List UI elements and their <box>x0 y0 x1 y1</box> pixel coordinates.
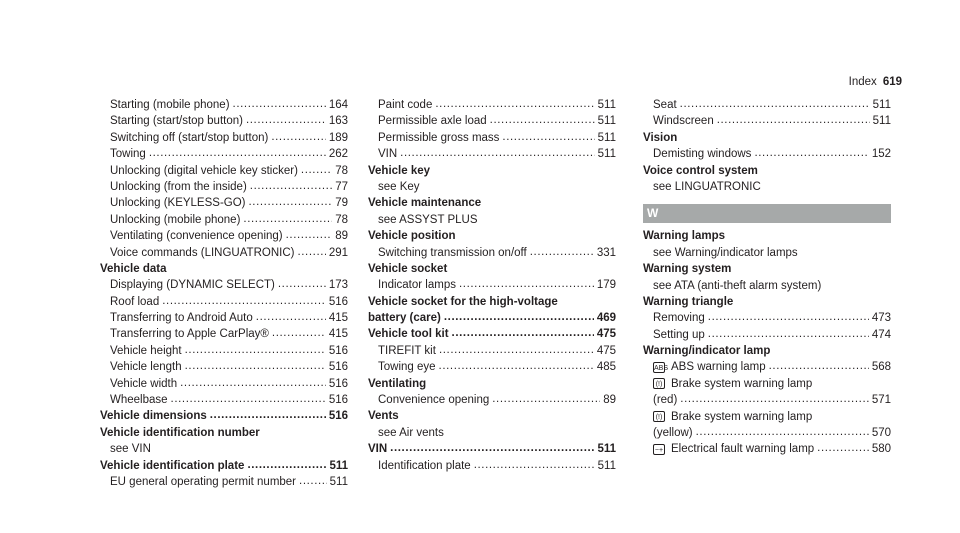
entry-label: Vehicle tool kit <box>368 328 449 341</box>
entry-text <box>378 113 487 129</box>
entry-text <box>110 294 159 310</box>
entry-label: Warning system <box>643 263 732 276</box>
dot-leader <box>210 408 326 424</box>
page-number: 619 <box>882 76 902 88</box>
page-reference: 77 <box>335 180 348 193</box>
index-subentry <box>643 310 891 326</box>
entry-text <box>643 163 758 179</box>
entry-text <box>378 392 489 408</box>
dot-leader <box>272 326 326 342</box>
entry-label: Permissible gross mass <box>378 131 500 144</box>
entry-text <box>378 359 436 375</box>
entry-label: Voice commands (LINGUATRONIC) <box>110 246 295 259</box>
page-reference: 516 <box>328 394 348 407</box>
dot-leader <box>233 97 326 113</box>
entry-text <box>100 408 207 424</box>
page-reference: 475 <box>596 328 616 341</box>
entry-label: Warning/indicator lamp <box>643 345 771 358</box>
index-subentry <box>100 277 348 293</box>
dot-leader <box>247 458 326 474</box>
entry-label: Indicator lamps <box>378 279 456 292</box>
page-reference: 511 <box>597 148 616 161</box>
entry-label: see VIN <box>110 443 151 456</box>
page-reference: 511 <box>329 459 348 472</box>
entry-text <box>378 277 456 293</box>
entry-text <box>378 343 436 359</box>
page-reference: 189 <box>328 131 348 144</box>
index-subentry <box>100 195 348 211</box>
index-heading <box>643 163 891 179</box>
entry-label: Voice control system <box>643 164 758 177</box>
entry-text <box>653 310 705 326</box>
dot-leader <box>171 392 326 408</box>
entry-text <box>643 294 733 310</box>
index-subentry <box>643 359 891 375</box>
entry-text <box>378 425 444 441</box>
index-heading <box>368 326 616 342</box>
page-reference: 89 <box>603 394 616 407</box>
index-heading <box>368 294 616 310</box>
index-heading <box>100 458 348 474</box>
index-heading <box>643 294 891 310</box>
index-subentry <box>368 359 616 375</box>
entry-text <box>368 408 399 424</box>
entry-label: Vehicle width <box>110 377 178 390</box>
entry-text <box>653 425 693 441</box>
page-reference: 331 <box>596 246 616 259</box>
abs-icon: ABS <box>653 362 665 373</box>
entry-text <box>378 130 499 146</box>
index-subentry <box>100 97 348 113</box>
entry-label: see ASSYST PLUS <box>378 213 478 226</box>
entry-text <box>378 179 420 195</box>
index-subentry <box>643 425 891 441</box>
brake-warning-icon: (!) <box>653 378 665 389</box>
entry-text <box>110 277 275 293</box>
dot-leader <box>439 343 594 359</box>
index-subentry <box>100 163 348 179</box>
entry-label: Warning lamps <box>643 230 725 243</box>
index-subentry <box>100 310 348 326</box>
index-heading <box>368 228 616 244</box>
entry-text <box>378 458 471 474</box>
entry-text <box>110 376 177 392</box>
dot-leader <box>680 97 870 113</box>
entry-label: see Warning/indicator lamps <box>653 246 798 259</box>
entry-text <box>110 97 230 113</box>
entry-label: Vehicle identification plate <box>100 459 245 472</box>
entry-label: Identification plate <box>378 459 471 472</box>
entry-text <box>110 310 253 326</box>
page-reference: 262 <box>328 148 348 161</box>
index-heading <box>368 376 616 392</box>
entry-label: Vehicle maintenance <box>368 197 482 210</box>
index-heading <box>368 408 616 424</box>
dot-leader <box>754 146 868 162</box>
entry-text <box>110 228 283 244</box>
dot-leader <box>490 113 595 129</box>
dot-leader <box>185 359 326 375</box>
page-reference: 571 <box>871 394 891 407</box>
dot-leader <box>249 195 333 211</box>
dot-leader <box>256 310 326 326</box>
page-reference: 511 <box>872 115 891 128</box>
entry-label: Vehicle data <box>100 262 167 275</box>
entry-text <box>643 261 731 277</box>
dot-leader <box>301 163 332 179</box>
dot-leader <box>459 277 594 293</box>
index-heading <box>643 261 891 277</box>
entry-text <box>110 326 269 342</box>
page-reference: 291 <box>328 246 348 259</box>
entry-label: Removing <box>653 312 705 325</box>
entry-label: Vehicle length <box>110 361 182 374</box>
entry-text <box>653 327 705 343</box>
index-column-2 <box>368 97 616 474</box>
entry-text <box>643 130 677 146</box>
index-subentry <box>100 343 348 359</box>
index-heading <box>100 261 348 277</box>
dot-leader <box>452 326 594 342</box>
dot-leader <box>444 310 594 326</box>
page-reference: 164 <box>328 98 348 111</box>
dot-leader <box>185 343 326 359</box>
index-column-3 <box>643 97 891 458</box>
index-heading <box>643 130 891 146</box>
entry-text <box>368 310 441 326</box>
entry-text <box>653 179 761 195</box>
page-reference: 179 <box>596 279 616 292</box>
entry-label: Unlocking (from the inside) <box>110 180 247 193</box>
entry-text <box>368 326 449 342</box>
index-subentry <box>643 179 891 195</box>
entry-label: VIN <box>368 443 388 456</box>
entry-text <box>653 392 677 408</box>
entry-text <box>653 441 814 457</box>
index-subentry <box>368 179 616 195</box>
index-subentry <box>368 113 616 129</box>
index-subentry <box>100 179 348 195</box>
index-subentry <box>368 97 616 113</box>
entry-label: Transferring to Apple CarPlay® <box>110 328 269 341</box>
index-subentry <box>368 130 616 146</box>
entry-label: Vehicle height <box>110 344 182 357</box>
entry-label: ABS warning lamp <box>671 361 766 374</box>
entry-label: Seat <box>653 98 677 111</box>
index-heading <box>643 228 891 244</box>
entry-label: Vehicle socket <box>368 262 448 275</box>
page-reference: 570 <box>871 427 891 440</box>
entry-text <box>368 195 481 211</box>
entry-text <box>368 261 447 277</box>
entry-label: see LINGUATRONIC <box>653 180 761 193</box>
entry-label: TIREFIT kit <box>378 344 436 357</box>
page-reference: 511 <box>597 98 616 111</box>
index-subentry <box>368 458 616 474</box>
entry-label: battery (care) <box>368 312 441 325</box>
dot-leader <box>149 146 326 162</box>
index-subentry <box>643 327 891 343</box>
entry-text <box>378 212 478 228</box>
entry-label: Vehicle identification number <box>100 426 260 439</box>
index-subentry <box>643 278 891 294</box>
entry-label: Windscreen <box>653 115 714 128</box>
entry-label: Roof load <box>110 295 160 308</box>
index-subentry <box>368 277 616 293</box>
page-reference: 516 <box>328 295 348 308</box>
index-subentry <box>100 146 348 162</box>
page-reference: 485 <box>596 361 616 374</box>
index-subentry <box>368 245 616 261</box>
entry-text <box>110 113 243 129</box>
dot-leader <box>439 359 594 375</box>
index-heading <box>368 195 616 211</box>
dot-leader <box>162 294 326 310</box>
battery-icon: −+ <box>653 444 665 455</box>
entry-label: Displaying (DYNAMIC SELECT) <box>110 279 275 292</box>
page-reference: 568 <box>871 361 891 374</box>
index-heading <box>100 425 348 441</box>
entry-label: Demisting windows <box>653 148 752 161</box>
index-subentry <box>643 409 891 425</box>
dot-leader <box>817 441 869 457</box>
entry-text <box>643 228 725 244</box>
page-reference: 79 <box>335 197 348 210</box>
entry-label: Ventilating (convenience opening) <box>110 230 283 243</box>
entry-label: see ATA (anti-theft alarm system) <box>653 279 822 292</box>
dot-leader <box>271 130 326 146</box>
entry-text <box>110 146 146 162</box>
entry-text <box>110 212 240 228</box>
entry-text <box>368 441 387 457</box>
entry-label: Starting (start/stop button) <box>110 115 243 128</box>
dot-leader <box>286 228 333 244</box>
entry-text <box>110 195 246 211</box>
dot-leader <box>708 310 869 326</box>
entry-text <box>653 409 812 425</box>
entry-text <box>368 376 426 392</box>
dot-leader <box>278 277 326 293</box>
index-heading <box>368 163 616 179</box>
entry-text <box>368 294 558 310</box>
entry-label: Starting (mobile phone) <box>110 98 230 111</box>
page-reference: 580 <box>871 443 891 456</box>
header-title: Index <box>848 76 877 88</box>
index-subentry <box>100 359 348 375</box>
entry-label: Vision <box>643 131 678 144</box>
index-subentry <box>643 392 891 408</box>
index-subentry <box>100 392 348 408</box>
entry-label: Setting up <box>653 328 705 341</box>
index-heading <box>368 441 616 457</box>
index-subentry <box>643 97 891 113</box>
entry-text <box>110 130 268 146</box>
entry-text <box>110 163 298 179</box>
index-subentry <box>368 343 616 359</box>
page-reference: 474 <box>871 328 891 341</box>
index-heading <box>100 408 348 424</box>
dot-leader <box>717 113 870 129</box>
index-subentry <box>643 376 891 392</box>
entry-label: Unlocking (mobile phone) <box>110 213 241 226</box>
index-subentry <box>100 130 348 146</box>
entry-label: VIN <box>378 148 398 161</box>
entry-text <box>653 146 751 162</box>
index-subentry <box>643 245 891 261</box>
dot-leader <box>246 113 326 129</box>
index-subentry <box>368 146 616 162</box>
dot-leader <box>400 146 594 162</box>
entry-label: see Air vents <box>378 426 444 439</box>
index-subentry <box>643 113 891 129</box>
entry-text <box>100 458 244 474</box>
page-reference: 511 <box>329 475 348 488</box>
dot-leader <box>530 245 594 261</box>
entry-label: Vehicle dimensions <box>100 410 207 423</box>
index-heading <box>643 343 891 359</box>
entry-text <box>100 261 166 277</box>
entry-label: Vehicle key <box>368 164 431 177</box>
page-reference: 78 <box>335 164 348 177</box>
entry-text <box>378 245 527 261</box>
dot-leader <box>299 474 327 490</box>
dot-leader <box>180 376 326 392</box>
entry-text <box>378 97 432 113</box>
entry-text <box>110 474 296 490</box>
entry-label: Transferring to Android Auto <box>110 312 253 325</box>
entry-label: EU general operating permit number <box>110 475 297 488</box>
page-reference: 475 <box>596 344 616 357</box>
entry-text <box>110 343 182 359</box>
entry-label: Switching off (start/stop button) <box>110 131 269 144</box>
entry-label: Switching transmission on/off <box>378 246 527 259</box>
index-subentry <box>100 294 348 310</box>
entry-label: Warning triangle <box>643 295 734 308</box>
page-reference: 473 <box>871 312 891 325</box>
entry-label: see Key <box>378 180 420 193</box>
page-reference: 516 <box>328 344 348 357</box>
index-heading <box>368 310 616 326</box>
page-reference: 516 <box>328 361 348 374</box>
index-subentry <box>643 441 891 457</box>
brake-warning-icon: (!) <box>653 411 665 422</box>
dot-leader <box>297 245 325 261</box>
entry-label: Towing <box>110 148 146 161</box>
dot-leader <box>243 212 332 228</box>
entry-label: (yellow) <box>653 427 693 440</box>
index-subentry <box>100 212 348 228</box>
entry-label: Paint code <box>378 98 433 111</box>
entry-text <box>368 228 456 244</box>
index-subentry <box>643 146 891 162</box>
index-heading <box>368 261 616 277</box>
entry-text <box>653 359 766 375</box>
page-reference: 516 <box>328 377 348 390</box>
dot-leader <box>708 327 869 343</box>
page-header <box>849 76 902 88</box>
page-reference: 511 <box>597 131 616 144</box>
page-reference: 163 <box>328 115 348 128</box>
dot-leader <box>435 97 594 113</box>
entry-label: Convenience opening <box>378 394 490 407</box>
entry-label: Unlocking (KEYLESS-GO) <box>110 197 246 210</box>
dot-leader <box>492 392 600 408</box>
entry-text <box>653 278 821 294</box>
dot-leader <box>250 179 332 195</box>
page-reference: 511 <box>597 115 616 128</box>
section-letter-banner: W <box>643 204 891 223</box>
index-subentry <box>100 376 348 392</box>
entry-label: Vents <box>368 410 399 423</box>
entry-label: Permissible axle load <box>378 115 487 128</box>
entry-text <box>653 113 714 129</box>
entry-text <box>110 441 151 457</box>
entry-label: Brake system warning lamp <box>671 377 813 390</box>
entry-text <box>100 425 260 441</box>
index-subentry <box>100 228 348 244</box>
dot-leader <box>769 359 869 375</box>
page-reference: 415 <box>328 312 348 325</box>
entry-label: Ventilating <box>368 377 427 390</box>
index-column-1 <box>100 97 348 490</box>
entry-label: Wheelbase <box>110 394 168 407</box>
page-reference: 89 <box>335 230 348 243</box>
page-reference: 78 <box>335 213 348 226</box>
index-subentry <box>100 474 348 490</box>
index-subentry <box>100 326 348 342</box>
entry-text <box>110 359 182 375</box>
dot-leader <box>502 130 594 146</box>
entry-label: Towing eye <box>378 361 436 374</box>
entry-label: Brake system warning lamp <box>671 410 813 423</box>
page-reference: 511 <box>597 459 616 472</box>
entry-text <box>110 245 294 261</box>
page-reference: 415 <box>328 328 348 341</box>
page-reference: 511 <box>597 443 616 456</box>
index-subentry <box>100 113 348 129</box>
index-subentry <box>100 245 348 261</box>
entry-text <box>378 146 397 162</box>
page-reference: 173 <box>328 279 348 292</box>
entry-label: (red) <box>653 394 678 407</box>
page-reference: 511 <box>872 98 891 111</box>
index-subentry <box>368 212 616 228</box>
page-reference: 516 <box>328 410 348 423</box>
dot-leader <box>696 425 869 441</box>
dot-leader <box>390 441 594 457</box>
entry-text <box>368 163 430 179</box>
page-reference: 469 <box>596 312 616 325</box>
page-reference: 152 <box>871 148 891 161</box>
entry-text <box>643 343 770 359</box>
entry-label: Electrical fault warning lamp <box>671 443 815 456</box>
entry-text <box>110 179 247 195</box>
entry-text <box>653 245 798 261</box>
index-subentry <box>100 441 348 457</box>
dot-leader <box>680 392 869 408</box>
entry-text <box>653 97 677 113</box>
index-subentry <box>368 392 616 408</box>
entry-label: Vehicle socket for the high-voltage <box>368 295 558 308</box>
entry-text <box>653 376 812 392</box>
entry-label: Vehicle position <box>368 230 456 243</box>
index-subentry <box>368 425 616 441</box>
dot-leader <box>474 458 595 474</box>
entry-label: Unlocking (digital vehicle key sticker) <box>110 164 298 177</box>
entry-text <box>110 392 168 408</box>
